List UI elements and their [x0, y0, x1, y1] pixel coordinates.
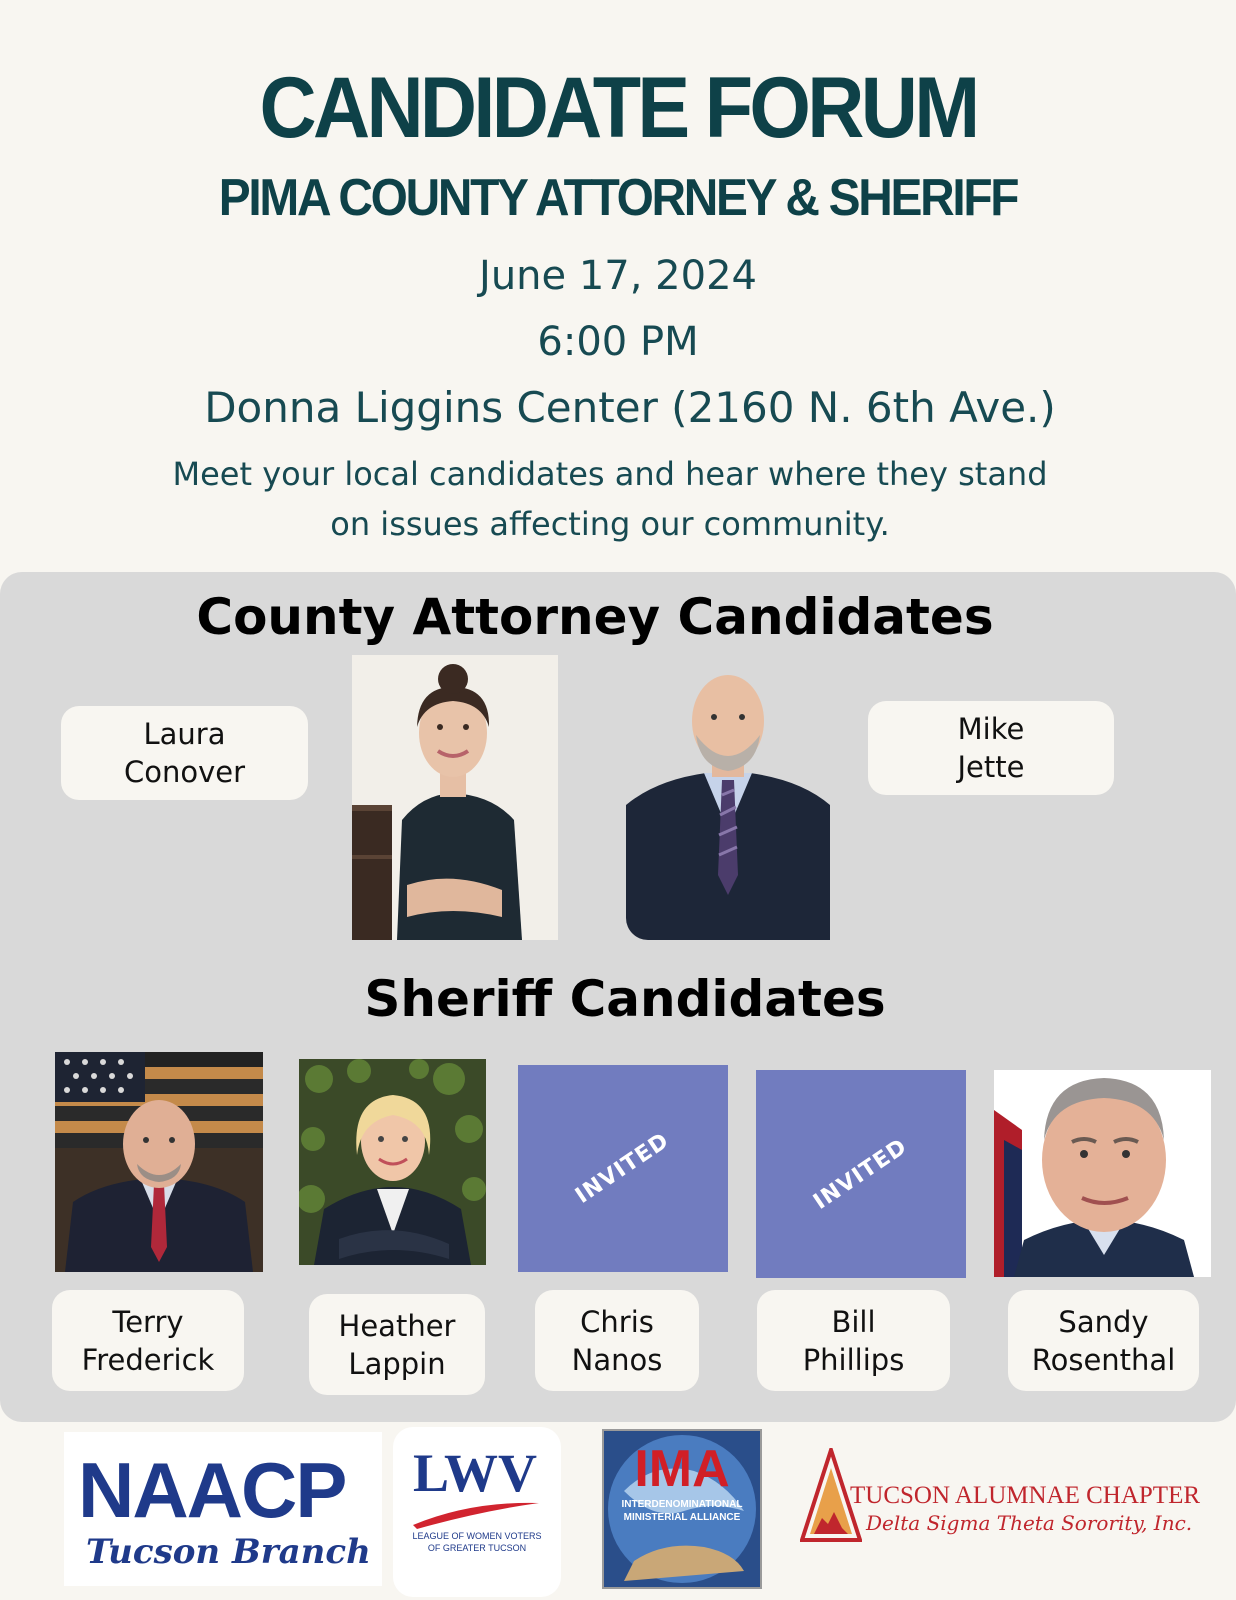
candidate-photo-placeholder-chris-nanos	[518, 1065, 728, 1272]
naacp-logo-sub: Tucson Branch	[86, 1532, 371, 1572]
invited-label: INVITED	[809, 1133, 913, 1215]
candidate-photo-laura-conover	[352, 655, 558, 940]
candidate-first-name: Laura	[143, 717, 226, 751]
candidate-last-name: Lappin	[348, 1346, 446, 1381]
sheriff-heading: Sheriff Candidates	[364, 970, 886, 1028]
candidate-name-mike-jette	[868, 701, 1114, 795]
lwv-swoosh-icon	[411, 1499, 541, 1529]
candidate-first-name: Chris	[580, 1304, 654, 1339]
dst-line1: TUCSON ALUMNAE CHAPTER	[850, 1482, 1201, 1509]
candidate-last-name: Conover	[123, 755, 246, 789]
lwv-logo-sub1: LEAGUE OF WOMEN VOTERS	[412, 1531, 542, 1541]
dst-line2: Delta Sigma Theta Sorority, Inc.	[866, 1511, 1193, 1535]
candidate-first-name: Bill	[831, 1304, 876, 1339]
ima-logo-sub2: MINISTERIAL ALLIANCE	[623, 1512, 741, 1523]
candidate-first-name: Mike	[957, 712, 1025, 746]
candidate-last-name: Rosenthal	[1031, 1342, 1176, 1377]
candidate-name-bill-phillips	[757, 1290, 950, 1391]
candidate-first-name: Heather	[338, 1308, 456, 1343]
ima-logo-sub1: INTERDENOMINATIONAL	[621, 1499, 743, 1510]
delta-sigma-theta-logo	[800, 1440, 1210, 1560]
event-date: June 17, 2024	[479, 253, 757, 299]
invited-label: INVITED	[571, 1128, 675, 1209]
lwv-logo-sub2: OF GREATER TUCSON	[427, 1543, 527, 1553]
candidate-last-name: Phillips	[802, 1342, 905, 1377]
candidate-photo-sandy-rosenthal	[994, 1070, 1211, 1277]
candidate-name-heather-lappin	[309, 1294, 485, 1395]
ima-logo-name: IMA	[634, 1440, 730, 1498]
county-attorney-heading: County Attorney Candidates	[196, 588, 994, 646]
candidate-last-name: Nanos	[571, 1342, 663, 1377]
event-description-line2: on issues affecting our community.	[330, 505, 890, 543]
naacp-logo-name: NAACP	[78, 1446, 346, 1534]
event-venue: Donna Liggins Center (2160 N. 6th Ave.)	[204, 383, 1056, 432]
event-description-line1: Meet your local candidates and hear where they stand	[172, 455, 1048, 493]
candidate-photo-mike-jette	[626, 655, 830, 940]
candidate-photo-placeholder-bill-phillips	[756, 1070, 966, 1278]
candidate-first-name: Sandy	[1058, 1304, 1149, 1339]
candidate-last-name: Frederick	[81, 1342, 215, 1377]
candidate-photo-heather-lappin	[299, 1059, 486, 1265]
candidate-first-name: Terry	[112, 1304, 184, 1339]
candidate-name-terry-frederick	[52, 1290, 244, 1391]
event-time: 6:00 PM	[537, 319, 699, 365]
lwv-logo-name: LWV	[413, 1443, 538, 1503]
candidate-photo-terry-frederick	[55, 1052, 263, 1272]
candidate-name-sandy-rosenthal	[1008, 1290, 1199, 1391]
candidate-name-laura-conover	[61, 706, 308, 800]
forum-subtitle: PIMA COUNTY ATTORNEY & SHERIFF	[218, 169, 1018, 227]
ima-logo	[602, 1429, 762, 1589]
candidate-name-chris-nanos	[535, 1290, 699, 1391]
lwv-logo	[393, 1427, 561, 1597]
naacp-logo	[64, 1432, 382, 1586]
candidate-last-name: Jette	[957, 750, 1025, 784]
forum-title: CANDIDATE FORUM	[259, 60, 977, 156]
